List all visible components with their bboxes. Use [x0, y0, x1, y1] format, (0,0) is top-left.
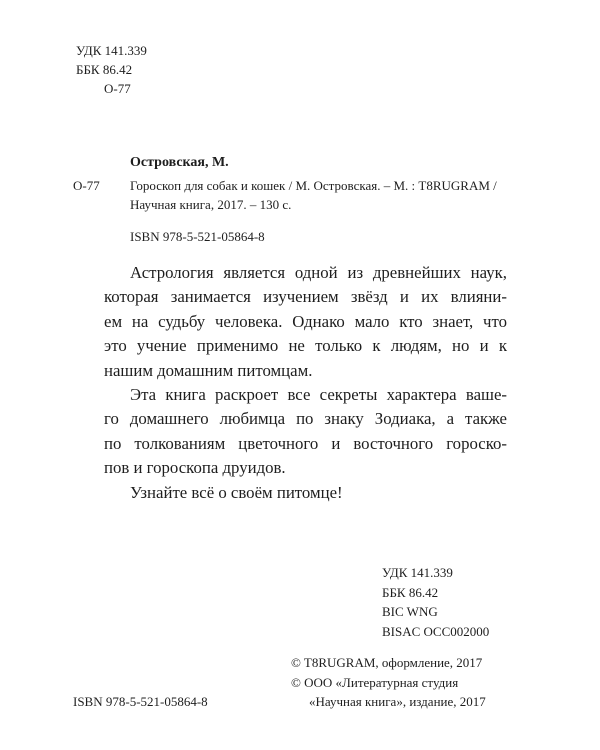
annotation-line: Эта книга раскроет все секреты характера ваше- — [130, 385, 507, 405]
bibliographic-line-2: Научная книга, 2017. – 130 с. — [130, 197, 292, 212]
annotation-line: го домашнего любимца по знаку Зодиака, а также — [104, 409, 507, 429]
bisac-code: BISAC OCC002000 — [382, 624, 490, 639]
copyright-line-1: © T8RUGRAM, оформление, 2017 — [291, 655, 483, 670]
annotation-line: Узнайте всё о своём питомце! — [130, 482, 343, 502]
annotation-line: которая занимается изучением звёзд и их влияни- — [104, 287, 507, 307]
annotation-line: нашим домашним питомцам. — [104, 360, 313, 380]
annotation-line: по толкованиям цветочного и восточного гороско- — [104, 433, 507, 453]
udk-code-top: УДК 141.339 — [76, 43, 147, 58]
author-mark-top: О-77 — [104, 81, 131, 96]
bbk-code: ББК 86.42 — [382, 585, 439, 600]
author-name: Островская, М. — [130, 155, 229, 170]
copyright-line-2: © ООО «Литературная студия — [291, 675, 459, 690]
bbk-code-top: ББК 86.42 — [76, 62, 133, 77]
bibliographic-line-1: Гороскоп для собак и кошек / М. Островская. – М. : T8RUGRAM / — [130, 178, 497, 193]
isbn-footer: ISBN 978-5-521-05864-8 — [73, 694, 208, 709]
author-mark: О-77 — [73, 178, 100, 193]
annotation-line: ем на судьбу человека. Однако мало кто знает, что — [104, 311, 507, 331]
udk-code: УДК 141.339 — [382, 565, 453, 580]
annotation — [104, 261, 507, 505]
annotation-line: пов и гороскопа друидов. — [104, 458, 286, 478]
annotation-line: Астрология является одной из древнейших наук, — [130, 263, 507, 282]
isbn-bibliographic: ISBN 978-5-521-05864-8 — [130, 229, 265, 244]
copyright-line-3: «Научная книга», издание, 2017 — [309, 694, 486, 709]
annotation-line: это учение применимо не только к людям, но и к — [104, 336, 507, 356]
bic-code: BIC WNG — [382, 604, 438, 619]
